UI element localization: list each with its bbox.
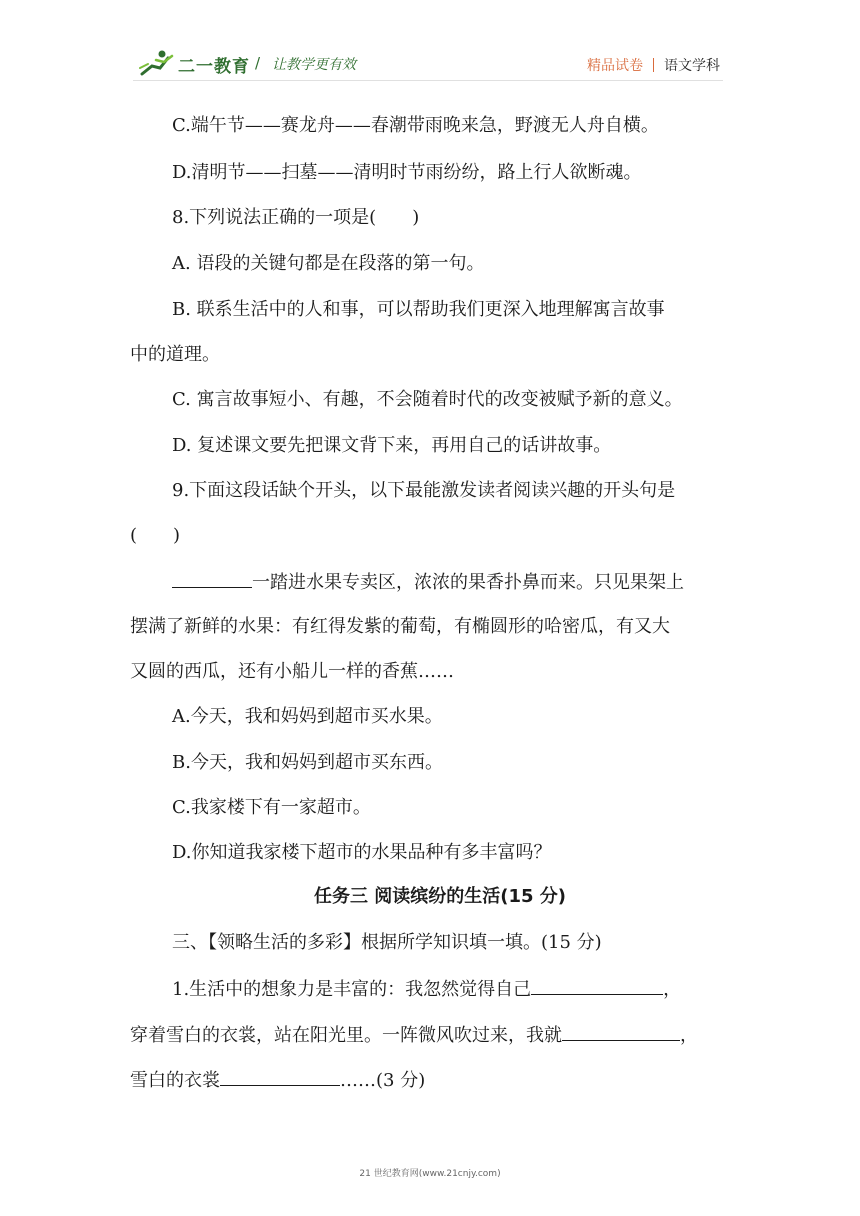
q9-stem-line2: ( ) (130, 525, 181, 546)
q1-blank-1[interactable] (531, 976, 663, 995)
q1-blank-3[interactable] (220, 1067, 340, 1086)
page-footer: 21 世纪教育网(www.21cnjy.com) (359, 1169, 501, 1179)
q8-option-c: C. 寓言故事短小、有趣，不会随着时代的改变被赋予新的意义。 (172, 389, 683, 410)
page-header (0, 0, 860, 100)
section3-intro: 三、【领略生活的多彩】根据所学知识填一填。(15 分) (172, 932, 602, 953)
q1-line1-punct: ， (663, 979, 682, 1000)
q8-option-a: A. 语段的关键句都是在段落的第一句。 (172, 253, 485, 274)
q9-passage-line2: 摆满了新鲜的水果：有红得发紫的葡萄，有椭圆形的哈密瓜，有又大 (130, 616, 670, 637)
brand-divider: / (255, 54, 261, 72)
q8-option-b-line1: B. 联系生活中的人和事，可以帮助我们更深入地理解寓言故事 (172, 299, 665, 320)
q9-option-d: D.你知道我家楼下超市的水果品种有多丰富吗？ (172, 842, 552, 863)
q9-option-b: B.今天，我和妈妈到超市买东西。 (172, 752, 443, 773)
brand-tagline: 让教学更有效 (272, 57, 356, 73)
q1-line3 (130, 1067, 425, 1093)
q1-line3-text: 雪白的衣裳 (130, 1070, 220, 1091)
premium-label: 精品试卷 (587, 58, 643, 74)
q8-stem: 8.下列说法正确的一项是( ) (172, 207, 420, 228)
q1-line2 (130, 1022, 698, 1048)
header-separator (653, 58, 654, 72)
q1-line1 (172, 976, 681, 1002)
q9-passage-line1-text: 一踏进水果专卖区，浓浓的果香扑鼻而来。只见果架上 (252, 572, 684, 593)
q9-option-a: A.今天，我和妈妈到超市买水果。 (172, 706, 443, 727)
running-figure-logo-icon (138, 48, 180, 78)
q1-line2-text: 穿着雪白的衣裳，站在阳光里。一阵微风吹过来，我就 (130, 1025, 562, 1046)
q1-line2-punct: ， (680, 1025, 698, 1046)
header-divider-line (133, 80, 723, 81)
q9-passage-line1 (172, 569, 684, 595)
task3-heading: 任务三 阅读缤纷的生活(15 分) (314, 886, 567, 907)
q9-passage-line3: 又圆的西瓜，还有小船儿一样的香蕉…… (130, 661, 454, 682)
q1-line3-suffix: ……(3 分) (340, 1070, 426, 1091)
subject-label: 语文学科 (664, 58, 720, 74)
brand-name: 二一教育 (178, 57, 250, 77)
q1-blank-2[interactable] (562, 1022, 680, 1041)
q8-option-b-line2: 中的道理。 (130, 344, 220, 365)
q7-option-c: C.端午节——赛龙舟——春潮带雨晚来急，野渡无人舟自横。 (172, 115, 659, 136)
q7-option-d: D.清明节——扫墓——清明时节雨纷纷，路上行人欲断魂。 (172, 162, 642, 183)
q1-line1-text: 1.生活中的想象力是丰富的：我忽然觉得自己 (172, 979, 532, 1000)
q8-option-d: D. 复述课文要先把课文背下来，再用自己的话讲故事。 (172, 435, 612, 456)
q9-stem-line1: 9.下面这段话缺个开头，以下最能激发读者阅读兴趣的开头句是 (172, 480, 676, 501)
q9-answer-blank[interactable] (172, 569, 252, 588)
header-labels (587, 55, 720, 75)
q9-option-c: C.我家楼下有一家超市。 (172, 797, 371, 818)
